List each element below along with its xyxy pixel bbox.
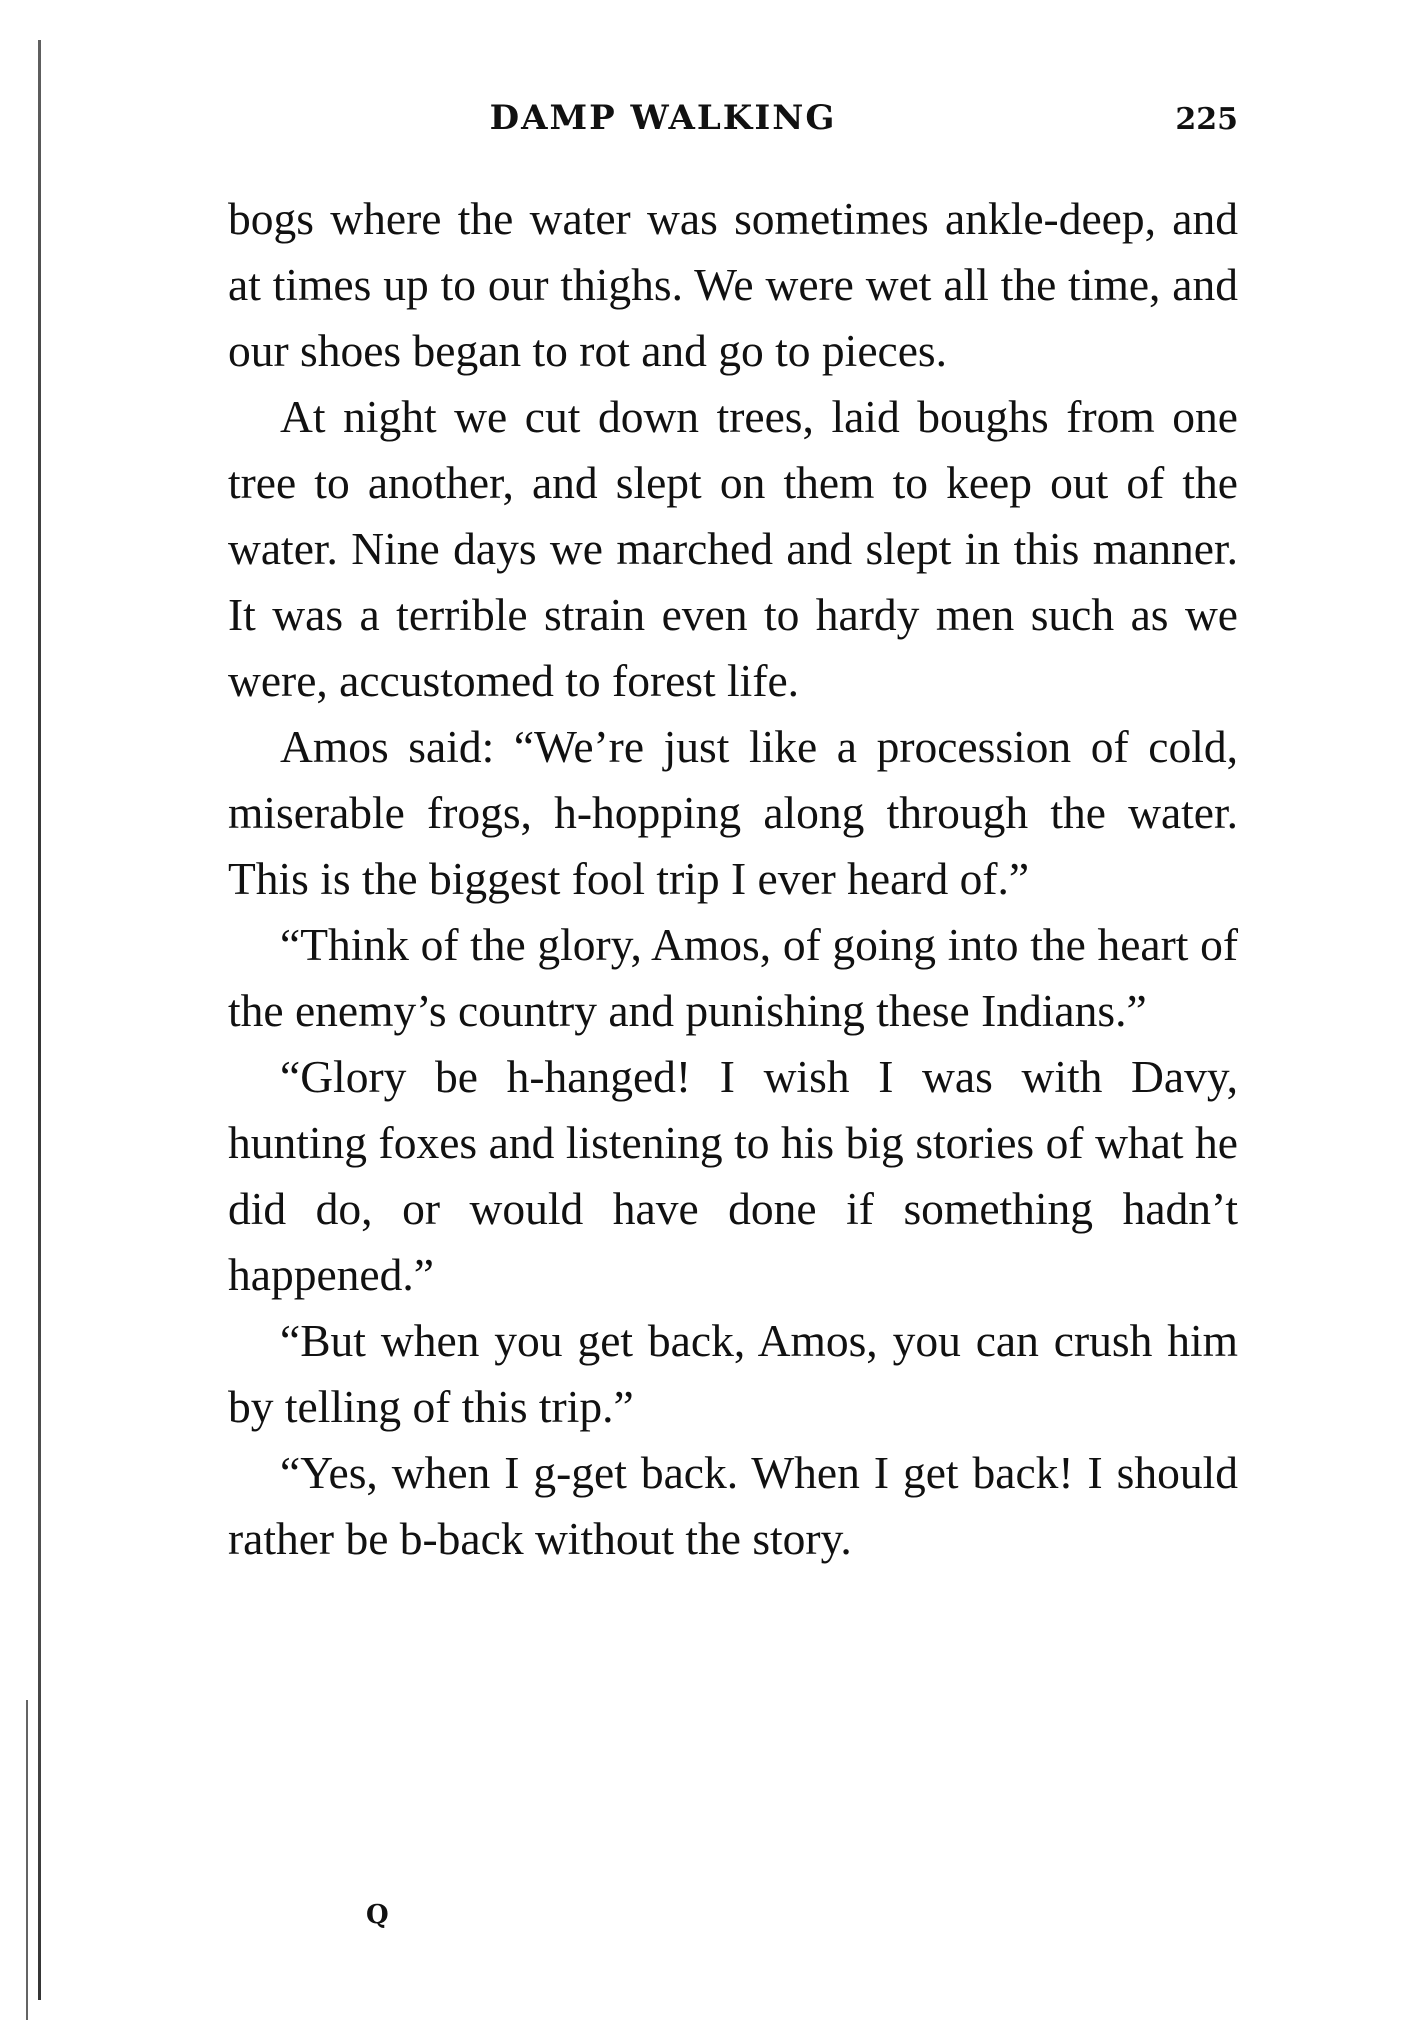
paragraph: “Think of the glory, Amos, of going into the heart of the enemy’s country and punishing these Indians.” — [228, 919, 1238, 1036]
paragraph: “Yes, when I g-get back. When I get back! I should rather be b-back without the story. — [228, 1447, 1238, 1564]
paragraph: At night we cut down trees, laid boughs from one tree to another, and slept on them to keep out of the water. Nine days we marched and slept in this manner. It was a terrible strain even to hardy men such as we were, accustomed to forest life. — [228, 391, 1238, 706]
page-number: 225 — [1175, 102, 1238, 137]
paragraph: “But when you get back, Amos, you can crush him by telling of this trip.” — [228, 1315, 1238, 1432]
signature-mark: Q — [366, 1900, 389, 1930]
gutter-shadow-lower — [26, 1700, 28, 2020]
paragraph-continued: bogs where the water was sometimes ankle-deep, and at times up to our thighs. We were wet all the time, and our shoes began to rot and go to pieces. — [228, 193, 1238, 376]
paragraph: Amos said: “We’re just like a procession of cold, miserable frogs, h-hopping along through the water. This is the biggest fool trip I ever heard of.” — [228, 721, 1238, 904]
running-title: DAMP WALKING — [489, 98, 837, 138]
body-text — [228, 186, 1238, 1572]
running-head — [228, 98, 1238, 148]
gutter-shadow — [38, 40, 41, 2000]
paragraph: “Glory be h-hanged! I wish I was with Davy, hunting foxes and listening to his big stories of what he did do, or would have done if something hadn’t happened.” — [228, 1051, 1238, 1300]
